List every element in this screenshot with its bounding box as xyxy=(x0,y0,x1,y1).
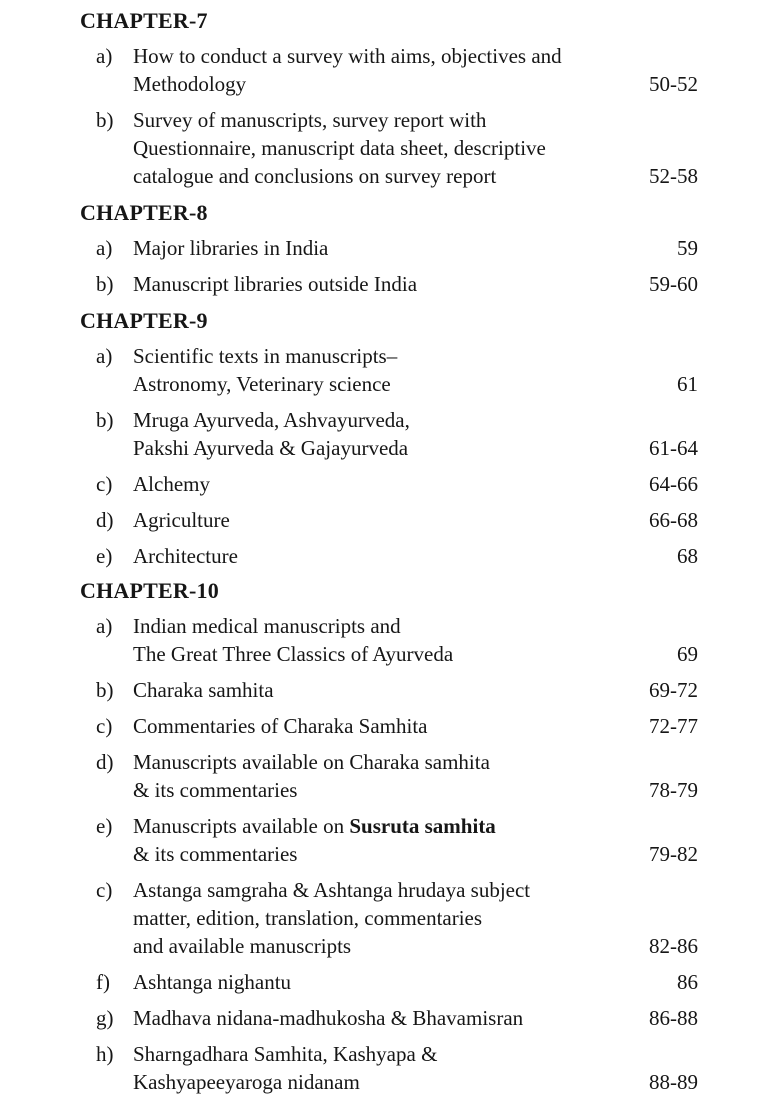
entry-title-line: Manuscripts available on Charaka samhita xyxy=(133,750,490,774)
toc-entry xyxy=(0,234,780,270)
page-range: 59-60 xyxy=(649,272,698,296)
entry-letter: c) xyxy=(96,878,113,902)
entry-title xyxy=(133,1040,633,1096)
entry-letter: c) xyxy=(96,714,113,738)
toc-entry xyxy=(0,406,780,470)
chapter-section xyxy=(0,574,780,1104)
entry-title-line: How to conduct a survey with aims, objectives and xyxy=(133,44,562,68)
toc-entry xyxy=(0,612,780,676)
toc-entry xyxy=(0,1004,780,1040)
page-range: 61 xyxy=(677,372,698,396)
entry-letter: a) xyxy=(96,44,113,68)
entry-title-line: Manuscripts available on Susruta samhita xyxy=(133,814,496,838)
entry-title-line: Mruga Ayurveda, Ashvayurveda, xyxy=(133,408,410,432)
entry-title xyxy=(133,748,633,804)
entry-title-line: Methodology xyxy=(133,72,247,96)
entry-title-line: Astanga samgraha & Ashtanga hrudaya subject xyxy=(133,878,531,902)
entry-title-bold: Susruta samhita xyxy=(349,814,496,838)
page-range: 66-68 xyxy=(649,508,698,532)
entry-title xyxy=(133,470,633,498)
entry-letter: b) xyxy=(96,108,114,132)
entry-title-line: Charaka samhita xyxy=(133,678,274,702)
page-range: 78-79 xyxy=(649,778,698,802)
entry-title-line: The Great Three Classics of Ayurveda xyxy=(133,642,454,666)
entry-title-line: Indian medical manuscripts and xyxy=(133,614,401,638)
entry-title-line: Agriculture xyxy=(133,508,230,532)
entry-title-line: Madhava nidana-madhukosha & Bhavamisran xyxy=(133,1006,524,1030)
entry-title-line: & its commentaries xyxy=(133,778,298,802)
entry-letter: f) xyxy=(96,970,110,994)
entry-title-line: Ashtanga nighantu xyxy=(133,970,292,994)
entry-title-line: Commentaries of Charaka Samhita xyxy=(133,714,428,738)
page-range: 64-66 xyxy=(649,472,698,496)
page-range: 69-72 xyxy=(649,678,698,702)
entry-title-line: catalogue and conclusions on survey report xyxy=(133,164,497,188)
chapter-section xyxy=(0,196,780,306)
entry-title xyxy=(133,1004,633,1032)
entry-title xyxy=(133,506,633,534)
chapter-heading: CHAPTER-9 xyxy=(80,308,208,333)
entry-title-line: and available manuscripts xyxy=(133,934,352,958)
entry-letter: a) xyxy=(96,614,113,638)
toc-entry xyxy=(0,876,780,968)
entry-title-line: & its commentaries xyxy=(133,842,298,866)
entry-letter: b) xyxy=(96,678,114,702)
page-range: 72-77 xyxy=(649,714,698,738)
entry-title xyxy=(133,42,633,98)
page-range: 86-88 xyxy=(649,1006,698,1030)
toc-entry xyxy=(0,470,780,506)
entry-letter: a) xyxy=(96,236,113,260)
toc-entry xyxy=(0,270,780,306)
entry-title xyxy=(133,712,633,740)
toc-entry xyxy=(0,1040,780,1104)
chapter-heading: CHAPTER-7 xyxy=(80,8,208,33)
toc-entry xyxy=(0,342,780,406)
toc-entry xyxy=(0,676,780,712)
chapter-section xyxy=(0,4,780,198)
entry-title-line: Questionnaire, manuscript data sheet, descriptive xyxy=(133,136,546,160)
page-range: 52-58 xyxy=(649,164,698,188)
entry-title-line: Manuscript libraries outside India xyxy=(133,272,418,296)
entry-letter: a) xyxy=(96,344,113,368)
toc-entry xyxy=(0,542,780,578)
entry-letter: c) xyxy=(96,472,113,496)
entry-title-line: Major libraries in India xyxy=(133,236,329,260)
entry-letter: e) xyxy=(96,814,113,838)
entry-title xyxy=(133,234,633,262)
toc-entry xyxy=(0,968,780,1004)
toc-entry xyxy=(0,812,780,876)
page-range: 68 xyxy=(677,544,698,568)
toc-entry xyxy=(0,748,780,812)
chapter-heading: CHAPTER-10 xyxy=(80,578,219,603)
page-range: 82-86 xyxy=(649,934,698,958)
page-range: 88-89 xyxy=(649,1070,698,1094)
page-range: 61-64 xyxy=(649,436,698,460)
page-range: 69 xyxy=(677,642,698,666)
entry-title xyxy=(133,876,633,960)
entry-title xyxy=(133,342,633,398)
entry-title-line: Survey of manuscripts, survey report with xyxy=(133,108,487,132)
entry-letter: d) xyxy=(96,508,114,532)
entry-title-line: matter, edition, translation, commentaries xyxy=(133,906,483,930)
entry-title-line: Pakshi Ayurveda & Gajayurveda xyxy=(133,436,409,460)
entry-title-line: Astronomy, Veterinary science xyxy=(133,372,391,396)
entry-letter: b) xyxy=(96,272,114,296)
entry-letter: h) xyxy=(96,1042,114,1066)
entry-title xyxy=(133,270,633,298)
entry-title-line: Sharngadhara Samhita, Kashyapa & xyxy=(133,1042,438,1066)
entry-title xyxy=(133,106,633,190)
entry-letter: e) xyxy=(96,544,113,568)
entry-title-line: Kashyapeeyaroga nidanam xyxy=(133,1070,360,1094)
entry-title xyxy=(133,406,633,462)
chapter-heading: CHAPTER-8 xyxy=(80,200,208,225)
chapter-section xyxy=(0,304,780,578)
entry-letter: d) xyxy=(96,750,114,774)
page-range: 79-82 xyxy=(649,842,698,866)
toc-entry xyxy=(0,506,780,542)
entry-letter: b) xyxy=(96,408,114,432)
entry-title-line: Scientific texts in manuscripts– xyxy=(133,344,398,368)
entry-title xyxy=(133,968,633,996)
entry-title xyxy=(133,676,633,704)
entry-title-line: Architecture xyxy=(133,544,238,568)
entry-title-line: Alchemy xyxy=(133,472,210,496)
page-range: 50-52 xyxy=(649,72,698,96)
entry-title xyxy=(133,812,633,868)
toc-entry xyxy=(0,712,780,748)
toc-entry xyxy=(0,106,780,198)
page-range: 59 xyxy=(677,236,698,260)
page-range: 86 xyxy=(677,970,698,994)
toc-entry xyxy=(0,42,780,106)
entry-title xyxy=(133,612,633,668)
entry-title xyxy=(133,542,633,570)
entry-letter: g) xyxy=(96,1006,114,1030)
